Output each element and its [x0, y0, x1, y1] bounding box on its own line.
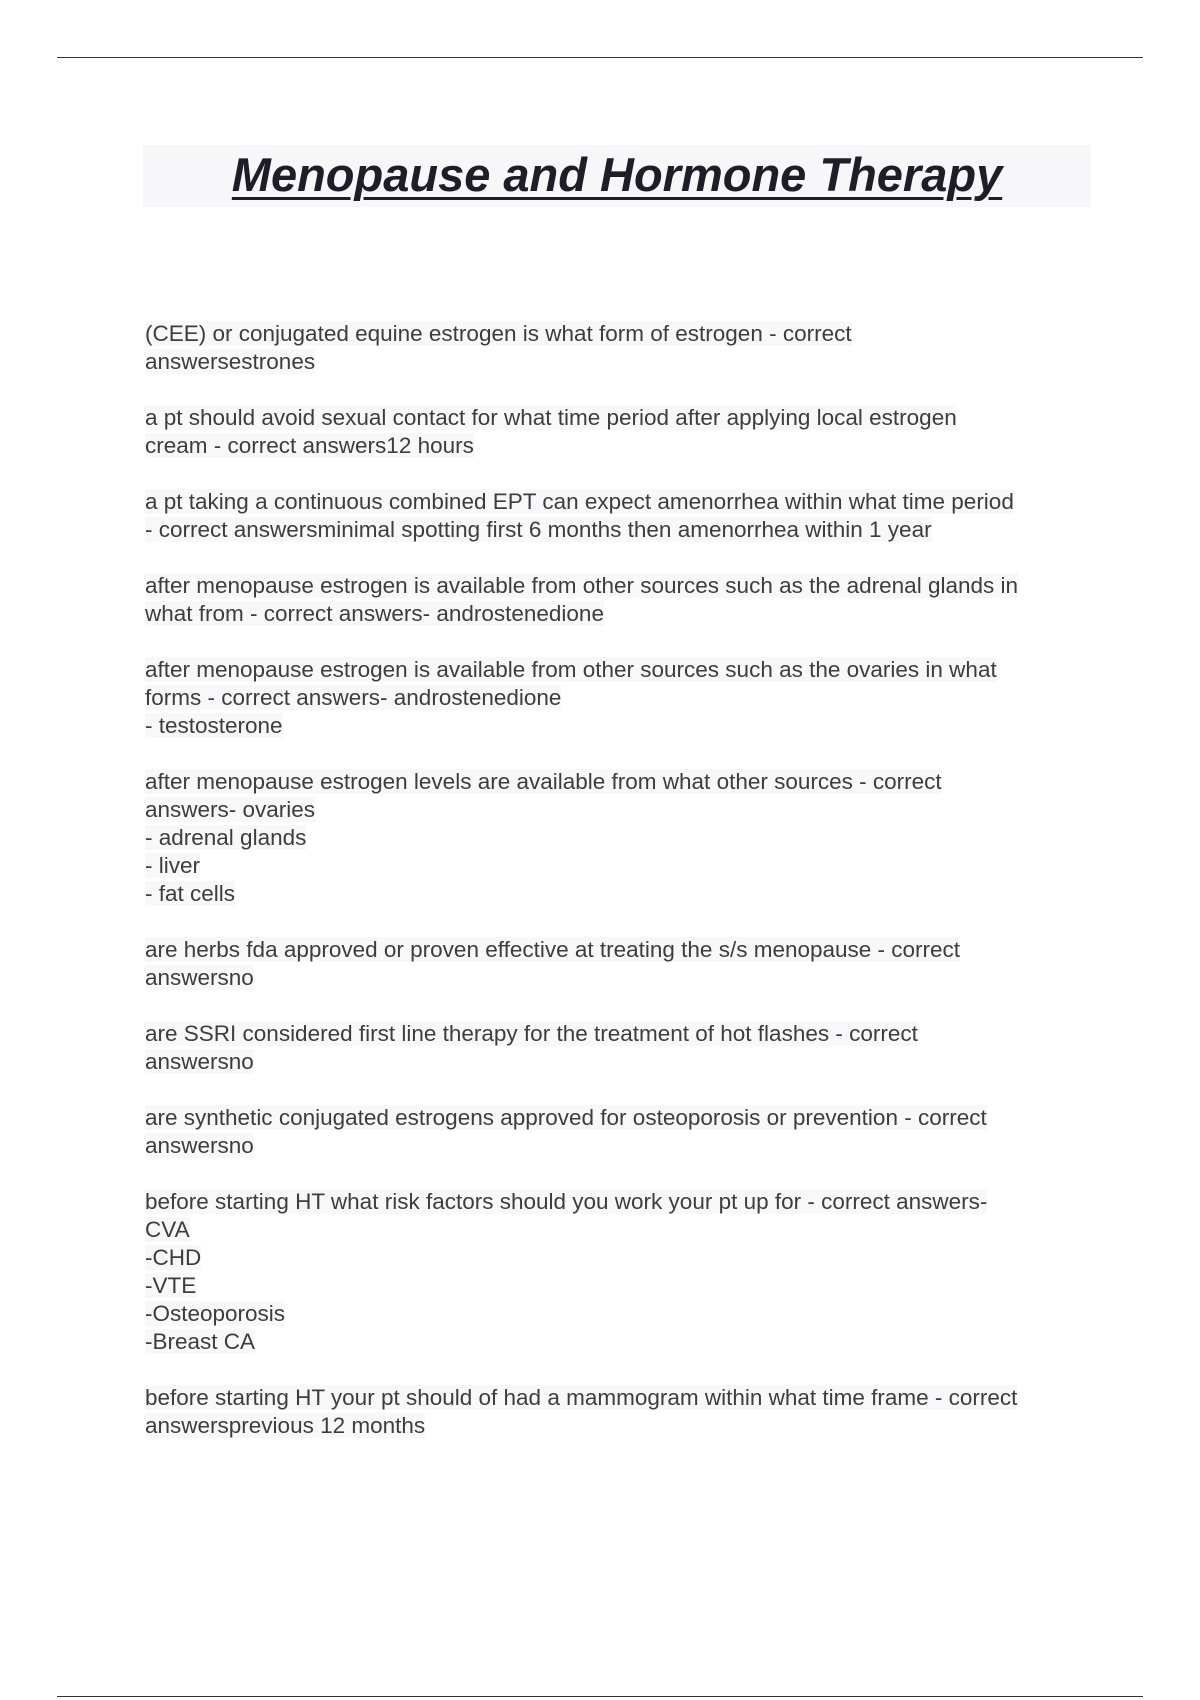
qa-line-text: after menopause estrogen levels are available from what other sources - correct [145, 769, 942, 794]
qa-line-text: -VTE [145, 1273, 197, 1298]
qa-line [145, 1244, 1090, 1272]
qa-line [145, 348, 1090, 376]
qa-entry [145, 488, 1090, 544]
qa-line [145, 516, 1090, 544]
qa-line [145, 488, 1090, 516]
qa-line-text: a pt should avoid sexual contact for what time period after applying local estrogen [145, 405, 957, 430]
qa-line [145, 1412, 1090, 1440]
qa-entry [145, 1104, 1090, 1160]
qa-line [145, 432, 1090, 460]
qa-line [145, 320, 1090, 348]
qa-line-text: answersno [145, 1133, 254, 1158]
qa-line-text: -Breast CA [145, 1329, 256, 1354]
qa-entry [145, 1020, 1090, 1076]
qa-line [145, 1048, 1090, 1076]
qa-entry [145, 572, 1090, 628]
qa-line [145, 768, 1090, 796]
qa-line [145, 1104, 1090, 1132]
qa-line [145, 852, 1090, 880]
bottom-rule [57, 1696, 1143, 1697]
qa-line-text: answers- ovaries [145, 797, 316, 822]
qa-line [145, 1300, 1090, 1328]
qa-line [145, 404, 1090, 432]
top-rule [57, 57, 1143, 58]
qa-line [145, 600, 1090, 628]
qa-line [145, 1216, 1090, 1244]
qa-line-text: cream - correct answers12 hours [145, 433, 474, 458]
qa-entry [145, 1384, 1090, 1440]
qa-line-text: after menopause estrogen is available from other sources such as the ovaries in what [145, 657, 997, 682]
qa-line [145, 1384, 1090, 1412]
qa-line-text: answersno [145, 1049, 254, 1074]
qa-entry [145, 656, 1090, 740]
qa-line-text: are SSRI considered first line therapy for the treatment of hot flashes - correct [145, 1021, 918, 1046]
qa-line [145, 880, 1090, 908]
qa-line [145, 1272, 1090, 1300]
qa-line [145, 1132, 1090, 1160]
qa-line [145, 656, 1090, 684]
qa-line-text: what from - correct answers- androstenedione [145, 601, 604, 626]
qa-line-text: before starting HT what risk factors should you work your pt up for - correct answers- [145, 1189, 988, 1214]
qa-entry [145, 1188, 1090, 1356]
qa-line-text: answersestrones [145, 349, 316, 374]
qa-line [145, 1188, 1090, 1216]
qa-line [145, 1328, 1090, 1356]
qa-line-text: - fat cells [145, 881, 236, 906]
qa-line [145, 936, 1090, 964]
qa-line-text: -CHD [145, 1245, 202, 1270]
qa-line-text: CVA [145, 1217, 190, 1242]
qa-line-text: answersprevious 12 months [145, 1413, 426, 1438]
qa-line [145, 1020, 1090, 1048]
qa-line-text: a pt taking a continuous combined EPT can expect amenorrhea within what time period [145, 489, 1014, 514]
qa-list [145, 320, 1090, 1468]
qa-line [145, 796, 1090, 824]
qa-line-text: are synthetic conjugated estrogens approved for osteoporosis or prevention - correct [145, 1105, 987, 1130]
qa-line-text: before starting HT your pt should of had a mammogram within what time frame - correct [145, 1385, 1018, 1410]
title-band [143, 145, 1091, 207]
qa-line-text: after menopause estrogen is available from other sources such as the adrenal glands in [145, 573, 1019, 598]
qa-line-text: answersno [145, 965, 254, 990]
qa-line-text: are herbs fda approved or proven effective at treating the s/s menopause - correct [145, 937, 961, 962]
qa-entry [145, 320, 1090, 376]
qa-entry [145, 768, 1090, 908]
qa-line [145, 684, 1090, 712]
qa-line-text: -Osteoporosis [145, 1301, 286, 1326]
qa-entry [145, 404, 1090, 460]
qa-line-text: - correct answersminimal spotting first 6 months then amenorrhea within 1 year [145, 517, 932, 542]
qa-line [145, 824, 1090, 852]
qa-line [145, 572, 1090, 600]
qa-line-text: - testosterone [145, 713, 283, 738]
qa-line-text: - liver [145, 853, 200, 878]
qa-line [145, 964, 1090, 992]
qa-line-text: - adrenal glands [145, 825, 307, 850]
qa-line [145, 712, 1090, 740]
qa-line-text: forms - correct answers- androstenedione [145, 685, 562, 710]
qa-line-text: (CEE) or conjugated equine estrogen is what form of estrogen - correct [145, 321, 852, 346]
qa-entry [145, 936, 1090, 992]
document-title: Menopause and Hormone Therapy [231, 148, 1003, 201]
